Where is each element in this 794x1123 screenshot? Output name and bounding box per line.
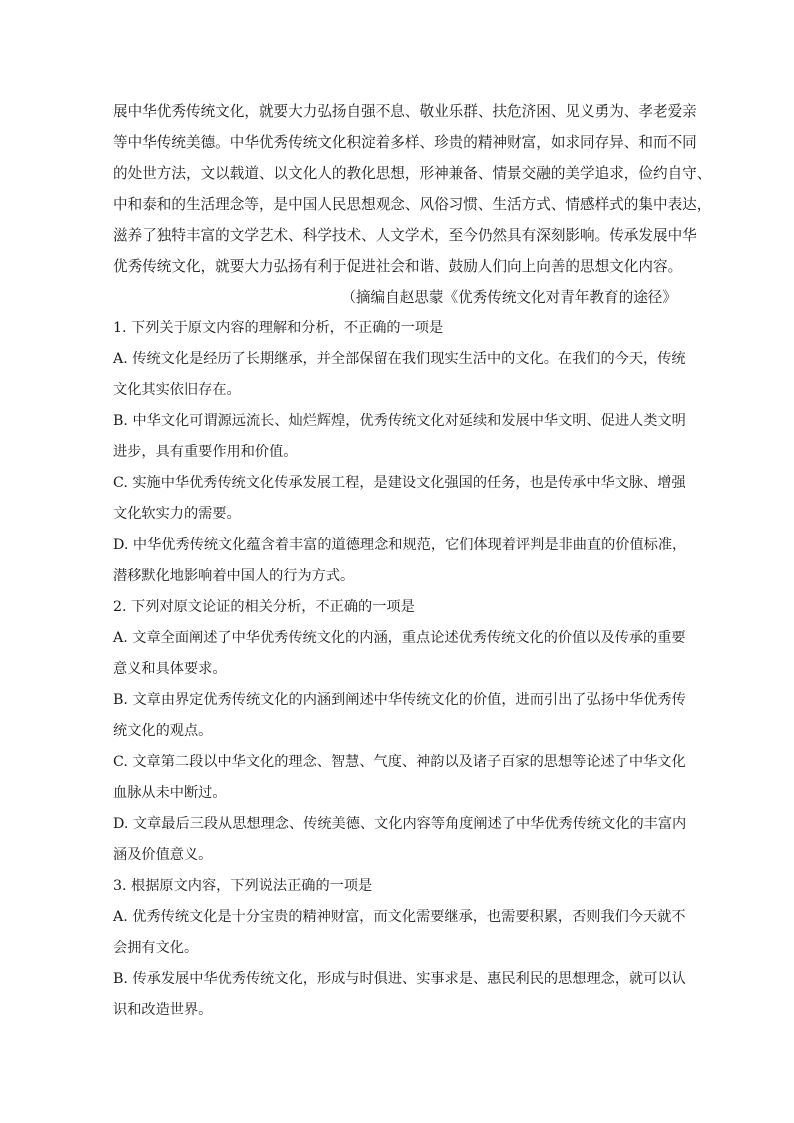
option-line: 潜移默化地影响着中国人的行为方式。 <box>113 568 355 584</box>
passage-line: 展中华优秀传统文化，就要大力弘扬自强不息、敬业乐群、扶危济困、见义勇为、孝老爱亲 <box>113 103 697 120</box>
question-block <box>113 592 687 871</box>
option-d <box>113 809 687 871</box>
option-line: 血脉从未中断过。 <box>113 785 227 801</box>
option-line: D. 文章最后三段从思想理念、传统美德、文化内容等角度阐述了中华优秀传统文化的丰富内 <box>113 816 687 832</box>
option-line: 文化软实力的需要。 <box>113 506 241 522</box>
option-line: 涵及价值意义。 <box>113 847 213 863</box>
option-line: 进步，具有重要作用和价值。 <box>113 444 298 460</box>
option-line: C. 文章第二段以中华文化的理念、智慧、气度、神韵以及诸子百家的思想等论述了中华文化 <box>113 754 686 770</box>
option-line: 统文化的观点。 <box>113 723 213 739</box>
passage-line: 的处世方法，文以载道、以文化人的教化思想，形神兼备、情景交融的美学追求，俭约自守、 <box>113 165 712 182</box>
question-block <box>113 871 686 1026</box>
option-line: 会拥有文化。 <box>113 940 199 956</box>
option-line: D. 中华优秀传统文化蕴含着丰富的道德理念和规范，它们体现着评判是非曲直的价值标准， <box>113 537 687 553</box>
question-stem: 1. 下列关于原文内容的理解和分析，不正确的一项是 <box>113 320 444 336</box>
option-b <box>113 964 686 1026</box>
option-line: B. 文章由界定优秀传统文化的内涵到阐述中华传统文化的价值，进而引出了弘扬中华优秀传 <box>113 692 686 708</box>
passage-paragraph <box>113 96 712 282</box>
option-a <box>113 344 686 406</box>
option-b <box>113 685 686 747</box>
passage-line: 滋养了独特丰富的文学艺术、科学技术、人文学术，至今仍然具有深刻影响。传承发展中华 <box>113 227 697 244</box>
option-a <box>113 623 686 685</box>
option-line: C. 实施中华优秀传统文化传承发展工程，是建设文化强国的任务，也是传承中华文脉、增强 <box>113 475 686 491</box>
option-line: B. 传承发展中华优秀传统文化，形成与时俱进、实事求是、惠民利民的思想理念，就可以认 <box>113 971 686 987</box>
option-line: 文化其实依旧存在。 <box>113 382 241 398</box>
option-line: B. 中华文化可谓源远流长、灿烂辉煌，优秀传统文化对延续和发展中华文明、促进人类文明 <box>113 413 686 429</box>
question-stem: 3. 根据原文内容，下列说法正确的一项是 <box>113 878 373 894</box>
option-line: A. 文章全面阐述了中华优秀传统文化的内涵，重点论述优秀传统文化的价值以及传承的重要 <box>113 630 686 646</box>
option-line: 识和改造世界。 <box>113 1002 213 1018</box>
passage-line: 中和泰和的生活理念等，是中国人民思想观念、风俗习惯、生活方式、情感样式的集中表达， <box>113 196 712 213</box>
question-block <box>113 313 687 592</box>
passage-line: 优秀传统文化，就要大力弘扬有利于促进社会和谐、鼓励人们向上向善的思想文化内容。 <box>113 258 683 275</box>
passage-source: （摘编自赵思蒙《优秀传统文化对青年教育的途径》 <box>341 289 677 306</box>
option-line: A. 传统文化是经历了长期继承，并全部保留在我们现实生活中的文化。在我们的今天，传统 <box>113 351 686 367</box>
option-c <box>113 468 686 530</box>
option-b <box>113 406 686 468</box>
option-c <box>113 747 686 809</box>
document-content <box>113 96 712 1026</box>
option-line: A. 优秀传统文化是十分宝贵的精神财富，而文化需要继承，也需要积累，否则我们今天就不 <box>113 909 686 925</box>
passage-line: 等中华传统美德。中华优秀传统文化积淀着多样、珍贵的精神财富，如求同存异、和而不同 <box>113 134 697 151</box>
option-line: 意义和具体要求。 <box>113 661 227 677</box>
question-stem: 2. 下列对原文论证的相关分析，不正确的一项是 <box>113 599 415 615</box>
option-d <box>113 530 687 592</box>
option-a <box>113 902 686 964</box>
